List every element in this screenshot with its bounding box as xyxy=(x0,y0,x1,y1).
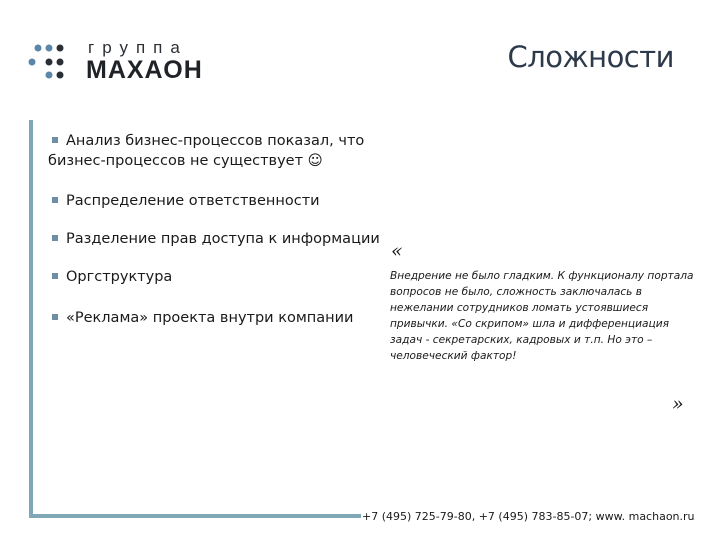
bullet-marker-icon xyxy=(52,137,58,143)
frame-left-line xyxy=(29,120,33,516)
quote-close-mark: » xyxy=(672,393,684,415)
logo-group-text: группа xyxy=(88,38,188,57)
slide-title: Сложности xyxy=(507,40,674,74)
logo-brand-text: МАХАОН xyxy=(86,56,203,84)
bullet-text: Распределение ответственности xyxy=(66,193,320,209)
logo-dots-icon xyxy=(28,42,72,82)
quote-text: Внедрение не было гладким. К функционалу портала вопросов не было, сложность заключалась в нежелании сотрудников ломать устоявшиеся привычки. «Со скрипом» шла и дифференциация задач - секретарских, кадровых и т.п. Но это – человеческий фактор! xyxy=(390,270,694,362)
frame-bottom-line xyxy=(29,514,361,518)
bullet-item xyxy=(48,131,388,171)
footer-contacts: +7 (495) 725-79-80, +7 (495) 783-85-07; www. machaon.ru xyxy=(362,510,695,523)
bullet-marker-icon xyxy=(52,314,58,320)
bullet-text: Анализ бизнес-процессов показал, что бизнес-процессов не существует ☺ xyxy=(48,133,365,169)
bullet-marker-icon xyxy=(52,273,58,279)
bullet-text: Разделение прав доступа к информации xyxy=(66,231,380,247)
bullet-text: Оргструктура xyxy=(66,269,173,285)
bullet-item xyxy=(48,191,388,211)
bullet-text: «Реклама» проекта внутри компании xyxy=(66,310,354,326)
quote-open-mark: « xyxy=(391,240,403,262)
bullet-marker-icon xyxy=(52,197,58,203)
bullet-item xyxy=(48,267,388,287)
bullet-item xyxy=(48,308,388,328)
company-logo xyxy=(28,38,228,86)
bullet-item xyxy=(48,229,388,249)
bullet-marker-icon xyxy=(52,235,58,241)
